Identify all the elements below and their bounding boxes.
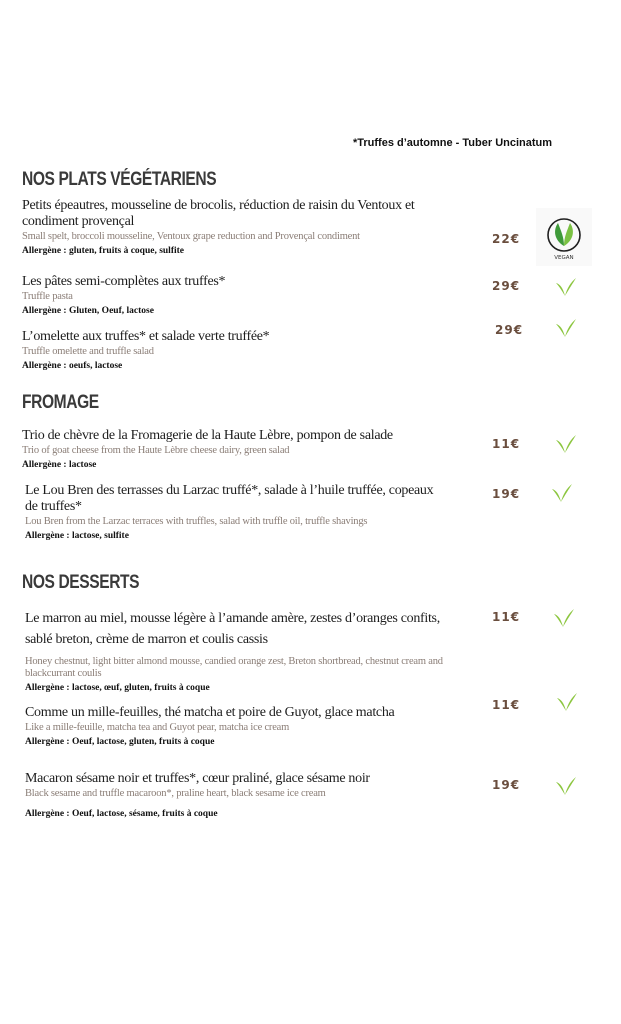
menu-item-macaron <box>25 771 485 820</box>
dish-price: 22€ <box>492 232 521 246</box>
dish-allergens: Allergène : lactose, sulfite <box>25 531 129 541</box>
leaf-icon <box>551 482 573 504</box>
leaf-icon <box>555 317 577 339</box>
dish-price: 29€ <box>495 323 524 337</box>
vegan-logo-label: VEGAN <box>554 255 574 261</box>
dish-allergens: Allergène : lactose <box>22 460 97 470</box>
dish-price: 19€ <box>492 487 521 501</box>
menu-item-omelette <box>22 329 482 372</box>
dish-price: 11€ <box>492 698 521 712</box>
menu-item-mille-feuille <box>25 705 485 748</box>
dish-translation: Truffle pasta <box>22 291 73 302</box>
dish-name: Trio de chèvre de la Fromagerie de la Haute Lèbre, pompon de salade <box>22 428 393 443</box>
section-title-desserts: NOS DESSERTS <box>22 572 140 593</box>
dish-allergens: Allergène : lactose, œuf, gluten, fruits à coque <box>25 683 210 693</box>
dish-translation: Truffle omelette and truffle salad <box>22 346 154 357</box>
dish-name: Le Lou Bren des terrasses du Larzac truffé*, salade à l’huile truffée, copeaux de truffes* <box>25 483 434 514</box>
dish-translation: Lou Bren from the Larzac terraces with truffles, salad with truffle oil, truffle shavings <box>25 516 368 527</box>
leaf-icon <box>555 775 577 797</box>
dish-translation: Black sesame and truffle macaroon*, praline heart, black sesame ice cream <box>25 788 326 799</box>
dish-translation: Small spelt, broccoli mousseline, Ventoux grape reduction and Provençal condiment <box>22 231 360 242</box>
dish-allergens: Allergène : oeufs, lactose <box>22 361 123 371</box>
truffle-note: *Truffes d’automne - Tuber Uncinatum <box>353 137 553 149</box>
vegan-logo-icon <box>536 208 592 266</box>
dish-price: 11€ <box>492 437 521 451</box>
menu-item-lou-bren <box>25 483 445 542</box>
menu-item-goat-cheese <box>22 428 482 471</box>
dish-price: 19€ <box>492 778 521 792</box>
section-title-vegetarian: NOS PLATS VÉGÉTARIENS <box>22 169 217 190</box>
leaf-icon <box>556 691 578 713</box>
dish-name: L’omelette aux truffes* et salade verte truffée* <box>22 329 270 344</box>
menu-item-spelt <box>22 198 472 257</box>
dish-allergens: Allergène : Gluten, Oeuf, lactose <box>22 306 154 316</box>
dish-translation: Honey chestnut, light bitter almond mousse, candied orange zest, Breton shortbread, chestnut cream and blackcurrant coulis <box>25 656 443 679</box>
dish-allergens: Allergène : gluten, fruits à coque, sulfite <box>22 246 185 256</box>
menu-item-pasta <box>22 274 482 317</box>
dish-name: Macaron sésame noir et truffes*, cœur praliné, glace sésame noir <box>25 771 370 786</box>
leaf-icon <box>555 276 577 298</box>
dish-name: Comme un mille-feuilles, thé matcha et poire de Guyot, glace matcha <box>25 705 395 720</box>
dish-price: 29€ <box>492 279 521 293</box>
leaf-icon <box>553 607 575 629</box>
dish-name: Petits épeautres, mousseline de brocolis, réduction de raisin du Ventoux et condiment provençal <box>22 198 415 229</box>
dish-allergens: Allergène : Oeuf, lactose, gluten, fruits à coque <box>25 737 215 747</box>
dish-price: 11€ <box>492 610 521 624</box>
dish-allergens: Allergène : Oeuf, lactose, sésame, fruits à coque <box>25 809 218 819</box>
dish-translation: Trio of goat cheese from the Haute Lèbre cheese dairy, green salad <box>22 445 290 456</box>
dish-name: Le marron au miel, mousse légère à l’amande amère, zestes d’oranges confits, sablé breton, crème de marron et coulis cassis <box>25 611 440 647</box>
dish-translation: Like a mille-feuille, matcha tea and Guyot pear, matcha ice cream <box>25 722 290 733</box>
dish-name: Les pâtes semi-complètes aux truffes* <box>22 274 226 289</box>
section-title-cheese: FROMAGE <box>22 392 99 413</box>
leaf-icon <box>555 433 577 455</box>
menu-item-chestnut <box>25 608 473 694</box>
